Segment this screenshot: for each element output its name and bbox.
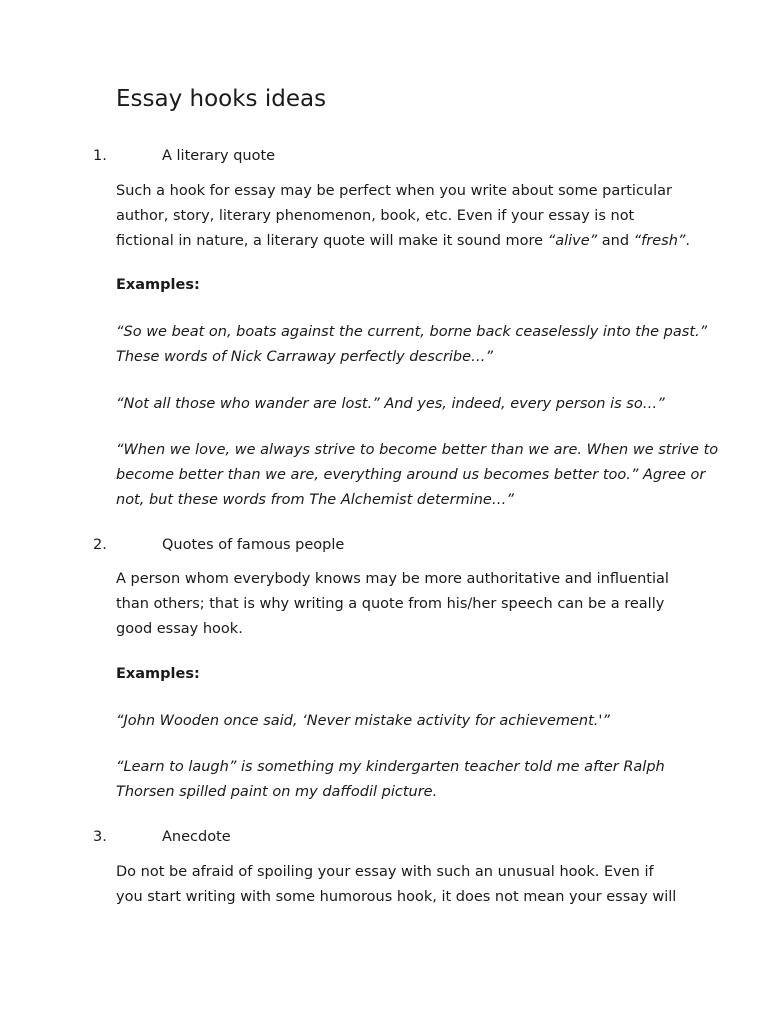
quote-line: Thorsen spilled paint on my daffodil picture. [116,784,438,800]
body-text: fictional in nature, a literary quote will make it sound more [116,233,548,249]
example-quote [116,392,665,417]
body-line: A person whom everybody knows may be more authoritative and influential [116,571,669,587]
section-3-body [116,860,677,910]
emphasis-alive: “alive” [547,233,598,249]
body-text: . [685,233,691,249]
section-number: 1. [93,148,107,164]
body-line: author, story, literary phenomenon, book, etc. Even if your essay is not [116,208,635,224]
example-quote [116,755,665,805]
quote-line: “John Wooden once said, ‘Never mistake activity for achievement.'” [116,713,610,729]
section-number: 2. [93,537,107,553]
section-2-body [116,567,669,642]
quote-line: “So we beat on, boats against the current, borne back ceaselessly into the past.” [116,324,708,340]
section-number: 3. [93,829,107,845]
body-line: good essay hook. [116,621,243,637]
emphasis-fresh: “fresh” [633,233,686,249]
quote-line: “When we love, we always strive to become better than we are. When we strive to [116,442,719,458]
body-line-last [116,229,691,254]
page-title: Essay hooks ideas [116,86,327,112]
quote-line: “Not all those who wander are lost.” And yes, indeed, every person is so…” [116,396,665,412]
example-quote [116,438,719,513]
quote-line: These words of Nick Carraway perfectly describe…” [116,349,494,365]
body-line: Do not be afraid of spoiling your essay with such an unusual hook. Even if [116,864,654,880]
quote-line: “Learn to laugh” is something my kindergarten teacher told me after Ralph [116,759,665,775]
quote-line: not, but these words from The Alchemist determine…” [116,492,514,508]
section-title: A literary quote [162,148,276,164]
examples-label: Examples: [116,666,200,682]
quote-line: become better than we are, everything around us becomes better too.” Agree or [116,467,706,483]
body-line: Such a hook for essay may be perfect when you write about some particular [116,183,672,199]
section-title: Anecdote [162,829,231,845]
section-title: Quotes of famous people [162,537,345,553]
example-quote [116,320,708,370]
example-quote [116,709,661,734]
body-text: and [597,233,634,249]
examples-label: Examples: [116,277,200,293]
body-line: than others; that is why writing a quote from his/her speech can be a really [116,596,665,612]
section-1-body [116,179,691,254]
body-line: you start writing with some humorous hook, it does not mean your essay will [116,889,677,905]
